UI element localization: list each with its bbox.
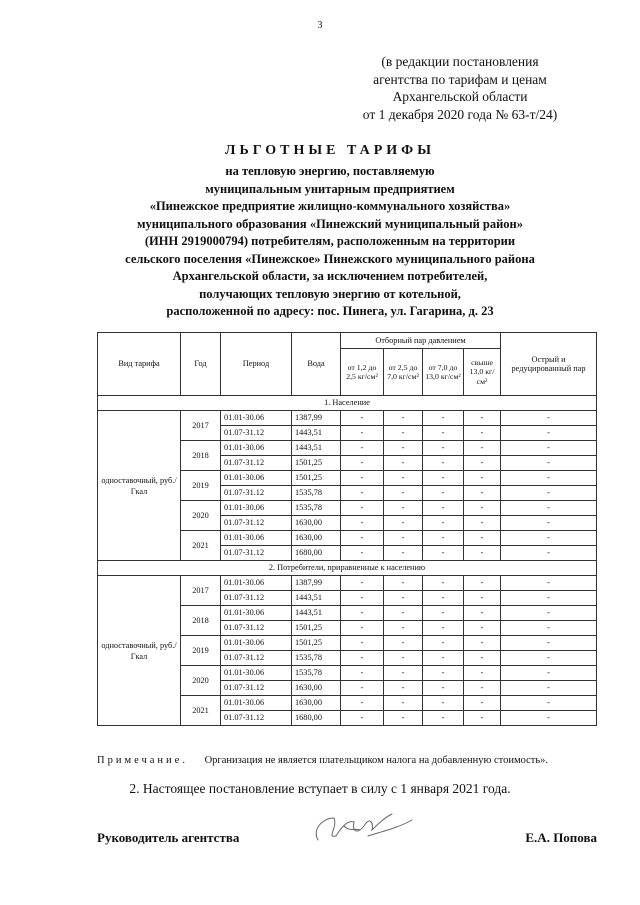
period-cell: 01.01-30.06 bbox=[221, 411, 292, 426]
empty-tariff-cell: - bbox=[423, 531, 464, 546]
empty-tariff-cell: - bbox=[423, 651, 464, 666]
note bbox=[97, 755, 617, 766]
empty-tariff-cell: - bbox=[341, 636, 384, 651]
empty-tariff-cell: - bbox=[464, 501, 501, 516]
empty-tariff-cell: - bbox=[423, 681, 464, 696]
year-cell: 2021 bbox=[181, 531, 221, 561]
period-cell: 01.01-30.06 bbox=[221, 606, 292, 621]
empty-tariff-cell: - bbox=[501, 636, 597, 651]
empty-tariff-cell: - bbox=[341, 456, 384, 471]
empty-tariff-cell: - bbox=[341, 471, 384, 486]
empty-tariff-cell: - bbox=[384, 696, 423, 711]
header-steam-4: свыше 13,0 кг/см² bbox=[464, 349, 501, 396]
empty-tariff-cell: - bbox=[384, 456, 423, 471]
period-cell: 01.07-31.12 bbox=[221, 546, 292, 561]
empty-tariff-cell: - bbox=[341, 621, 384, 636]
edition-line: (в редакции постановления bbox=[381, 54, 539, 69]
water-tariff-cell: 1387,99 bbox=[292, 576, 341, 591]
empty-tariff-cell: - bbox=[501, 591, 597, 606]
period-cell: 01.01-30.06 bbox=[221, 666, 292, 681]
empty-tariff-cell: - bbox=[384, 426, 423, 441]
empty-tariff-cell: - bbox=[341, 711, 384, 726]
section-title: 2. Потребители, приравненные к населению bbox=[98, 561, 597, 576]
header-sharp-steam: Острый и редуцированный пар bbox=[501, 333, 597, 396]
subtitle-line: муниципальным унитарным предприятием bbox=[205, 181, 455, 196]
empty-tariff-cell: - bbox=[384, 666, 423, 681]
period-cell: 01.01-30.06 bbox=[221, 576, 292, 591]
empty-tariff-cell: - bbox=[501, 501, 597, 516]
empty-tariff-cell: - bbox=[501, 516, 597, 531]
empty-tariff-cell: - bbox=[341, 531, 384, 546]
empty-tariff-cell: - bbox=[341, 441, 384, 456]
document-title: ЛЬГОТНЫЕ ТАРИФЫ bbox=[225, 143, 435, 158]
subtitle-line: муниципального образования «Пинежский муниципальный район» bbox=[136, 216, 524, 231]
empty-tariff-cell: - bbox=[464, 531, 501, 546]
empty-tariff-cell: - bbox=[464, 591, 501, 606]
empty-tariff-cell: - bbox=[341, 426, 384, 441]
water-tariff-cell: 1630,00 bbox=[292, 681, 341, 696]
header-kind: Вид тарифа bbox=[98, 333, 181, 396]
empty-tariff-cell: - bbox=[384, 501, 423, 516]
header-steam-3: от 7,0 до 13,0 кг/см² bbox=[423, 349, 464, 396]
empty-tariff-cell: - bbox=[501, 576, 597, 591]
empty-tariff-cell: - bbox=[423, 666, 464, 681]
water-tariff-cell: 1443,51 bbox=[292, 441, 341, 456]
page-number: 3 bbox=[317, 20, 323, 31]
water-tariff-cell: 1387,99 bbox=[292, 411, 341, 426]
table-row bbox=[98, 411, 597, 426]
table-header-row bbox=[98, 333, 597, 349]
empty-tariff-cell: - bbox=[464, 606, 501, 621]
period-cell: 01.07-31.12 bbox=[221, 456, 292, 471]
empty-tariff-cell: - bbox=[341, 516, 384, 531]
empty-tariff-cell: - bbox=[341, 696, 384, 711]
empty-tariff-cell: - bbox=[501, 486, 597, 501]
water-tariff-cell: 1501,25 bbox=[292, 471, 341, 486]
empty-tariff-cell: - bbox=[464, 651, 501, 666]
period-cell: 01.01-30.06 bbox=[221, 531, 292, 546]
empty-tariff-cell: - bbox=[384, 576, 423, 591]
empty-tariff-cell: - bbox=[464, 486, 501, 501]
period-cell: 01.07-31.12 bbox=[221, 426, 292, 441]
empty-tariff-cell: - bbox=[501, 621, 597, 636]
empty-tariff-cell: - bbox=[423, 486, 464, 501]
empty-tariff-cell: - bbox=[423, 696, 464, 711]
empty-tariff-cell: - bbox=[423, 621, 464, 636]
year-cell: 2017 bbox=[181, 576, 221, 606]
empty-tariff-cell: - bbox=[341, 546, 384, 561]
water-tariff-cell: 1443,51 bbox=[292, 591, 341, 606]
water-tariff-cell: 1443,51 bbox=[292, 606, 341, 621]
empty-tariff-cell: - bbox=[464, 411, 501, 426]
empty-tariff-cell: - bbox=[501, 696, 597, 711]
table-body bbox=[98, 396, 597, 726]
empty-tariff-cell: - bbox=[501, 666, 597, 681]
empty-tariff-cell: - bbox=[341, 591, 384, 606]
water-tariff-cell: 1501,25 bbox=[292, 621, 341, 636]
empty-tariff-cell: - bbox=[501, 606, 597, 621]
water-tariff-cell: 1630,00 bbox=[292, 531, 341, 546]
period-cell: 01.07-31.12 bbox=[221, 651, 292, 666]
header-year: Год bbox=[181, 333, 221, 396]
empty-tariff-cell: - bbox=[464, 666, 501, 681]
header-steam-2: от 2,5 до 7,0 кг/см² bbox=[384, 349, 423, 396]
section-row bbox=[98, 396, 597, 411]
empty-tariff-cell: - bbox=[341, 651, 384, 666]
empty-tariff-cell: - bbox=[501, 651, 597, 666]
empty-tariff-cell: - bbox=[464, 711, 501, 726]
note-label: Примечание. bbox=[97, 755, 188, 766]
period-cell: 01.07-31.12 bbox=[221, 621, 292, 636]
empty-tariff-cell: - bbox=[341, 501, 384, 516]
empty-tariff-cell: - bbox=[501, 531, 597, 546]
empty-tariff-cell: - bbox=[423, 576, 464, 591]
period-cell: 01.07-31.12 bbox=[221, 516, 292, 531]
empty-tariff-cell: - bbox=[384, 591, 423, 606]
empty-tariff-cell: - bbox=[501, 456, 597, 471]
subtitle-line: получающих тепловую энергию от котельной, bbox=[199, 286, 461, 301]
subtitle-line: Архангельской области, за исключением потребителей, bbox=[172, 269, 488, 283]
period-cell: 01.01-30.06 bbox=[221, 441, 292, 456]
empty-tariff-cell: - bbox=[464, 441, 501, 456]
period-cell: 01.01-30.06 bbox=[221, 501, 292, 516]
section-title: 1. Население bbox=[98, 396, 597, 411]
period-cell: 01.07-31.12 bbox=[221, 591, 292, 606]
period-cell: 01.01-30.06 bbox=[221, 696, 292, 711]
edition-line: Архангельской области bbox=[392, 89, 528, 104]
empty-tariff-cell: - bbox=[384, 516, 423, 531]
tariff-kind: одноставочный, руб./Гкал bbox=[98, 411, 181, 561]
header-period: Период bbox=[221, 333, 292, 396]
empty-tariff-cell: - bbox=[384, 681, 423, 696]
empty-tariff-cell: - bbox=[501, 711, 597, 726]
subtitle-line: «Пинежское предприятие жилищно-коммунального хозяйства» bbox=[149, 199, 511, 213]
edition-note bbox=[340, 53, 580, 123]
water-tariff-cell: 1535,78 bbox=[292, 486, 341, 501]
handwritten-signature bbox=[308, 806, 428, 850]
empty-tariff-cell: - bbox=[423, 441, 464, 456]
empty-tariff-cell: - bbox=[464, 681, 501, 696]
empty-tariff-cell: - bbox=[341, 666, 384, 681]
empty-tariff-cell: - bbox=[464, 621, 501, 636]
empty-tariff-cell: - bbox=[341, 606, 384, 621]
empty-tariff-cell: - bbox=[423, 636, 464, 651]
empty-tariff-cell: - bbox=[423, 546, 464, 561]
empty-tariff-cell: - bbox=[423, 426, 464, 441]
period-cell: 01.07-31.12 bbox=[221, 711, 292, 726]
signer-position: Руководитель агентства bbox=[97, 830, 240, 845]
subtitle-line: (ИНН 2919000794) потребителям, расположенным на территории bbox=[144, 234, 516, 248]
note-text: Организация не является плательщиком налога на добавленную стоимость». bbox=[204, 755, 549, 766]
empty-tariff-cell: - bbox=[464, 426, 501, 441]
empty-tariff-cell: - bbox=[384, 546, 423, 561]
empty-tariff-cell: - bbox=[341, 576, 384, 591]
year-cell: 2020 bbox=[181, 501, 221, 531]
section-row bbox=[98, 561, 597, 576]
empty-tariff-cell: - bbox=[384, 621, 423, 636]
empty-tariff-cell: - bbox=[464, 516, 501, 531]
empty-tariff-cell: - bbox=[384, 441, 423, 456]
empty-tariff-cell: - bbox=[384, 486, 423, 501]
water-tariff-cell: 1501,25 bbox=[292, 456, 341, 471]
water-tariff-cell: 1680,00 bbox=[292, 711, 341, 726]
year-cell: 2018 bbox=[181, 441, 221, 471]
empty-tariff-cell: - bbox=[384, 471, 423, 486]
empty-tariff-cell: - bbox=[341, 486, 384, 501]
header-water: Вода bbox=[292, 333, 341, 396]
signer-name: Е.А. Попова bbox=[525, 830, 597, 845]
period-cell: 01.07-31.12 bbox=[221, 681, 292, 696]
empty-tariff-cell: - bbox=[384, 606, 423, 621]
year-cell: 2021 bbox=[181, 696, 221, 726]
empty-tariff-cell: - bbox=[384, 636, 423, 651]
subtitle-line: расположенной по адресу: пос. Пинега, ул. Гагарина, д. 23 bbox=[166, 304, 494, 318]
empty-tariff-cell: - bbox=[384, 531, 423, 546]
edition-line: от 1 декабря 2020 года № 63-т/24) bbox=[362, 106, 558, 122]
empty-tariff-cell: - bbox=[423, 471, 464, 486]
empty-tariff-cell: - bbox=[423, 516, 464, 531]
water-tariff-cell: 1501,25 bbox=[292, 636, 341, 651]
period-cell: 01.01-30.06 bbox=[221, 636, 292, 651]
header-steam-group: Отборный пар давлением bbox=[341, 333, 501, 349]
year-cell: 2017 bbox=[181, 411, 221, 441]
empty-tariff-cell: - bbox=[384, 651, 423, 666]
empty-tariff-cell: - bbox=[501, 546, 597, 561]
header-steam-1: от 1,2 до 2,5 кг/см² bbox=[341, 349, 384, 396]
empty-tariff-cell: - bbox=[423, 591, 464, 606]
year-cell: 2019 bbox=[181, 471, 221, 501]
empty-tariff-cell: - bbox=[501, 411, 597, 426]
empty-tariff-cell: - bbox=[464, 546, 501, 561]
year-cell: 2019 bbox=[181, 636, 221, 666]
edition-line: агентства по тарифам и ценам bbox=[373, 71, 547, 87]
empty-tariff-cell: - bbox=[501, 681, 597, 696]
empty-tariff-cell: - bbox=[501, 441, 597, 456]
period-cell: 01.01-30.06 bbox=[221, 471, 292, 486]
year-cell: 2020 bbox=[181, 666, 221, 696]
water-tariff-cell: 1680,00 bbox=[292, 546, 341, 561]
empty-tariff-cell: - bbox=[464, 471, 501, 486]
tariff-kind: одноставочный, руб./Гкал bbox=[98, 576, 181, 726]
empty-tariff-cell: - bbox=[501, 426, 597, 441]
table-row bbox=[98, 576, 597, 591]
water-tariff-cell: 1535,78 bbox=[292, 501, 341, 516]
title-block bbox=[60, 142, 600, 321]
empty-tariff-cell: - bbox=[341, 411, 384, 426]
year-cell: 2018 bbox=[181, 606, 221, 636]
empty-tariff-cell: - bbox=[384, 711, 423, 726]
empty-tariff-cell: - bbox=[423, 501, 464, 516]
empty-tariff-cell: - bbox=[464, 696, 501, 711]
empty-tariff-cell: - bbox=[464, 456, 501, 471]
empty-tariff-cell: - bbox=[423, 606, 464, 621]
effective-clause: 2. Настоящее постановление вступает в силу с 1 января 2021 года. bbox=[129, 781, 511, 796]
water-tariff-cell: 1630,00 bbox=[292, 696, 341, 711]
empty-tariff-cell: - bbox=[341, 681, 384, 696]
subtitle-line: на тепловую энергию, поставляемую bbox=[225, 164, 435, 178]
empty-tariff-cell: - bbox=[423, 411, 464, 426]
empty-tariff-cell: - bbox=[423, 456, 464, 471]
water-tariff-cell: 1535,78 bbox=[292, 666, 341, 681]
subtitle-line: сельского поселения «Пинежское» Пинежского муниципального района bbox=[125, 251, 535, 266]
water-tariff-cell: 1630,00 bbox=[292, 516, 341, 531]
water-tariff-cell: 1535,78 bbox=[292, 651, 341, 666]
empty-tariff-cell: - bbox=[384, 411, 423, 426]
empty-tariff-cell: - bbox=[501, 471, 597, 486]
water-tariff-cell: 1443,51 bbox=[292, 426, 341, 441]
empty-tariff-cell: - bbox=[464, 576, 501, 591]
tariff-table bbox=[97, 332, 597, 726]
period-cell: 01.07-31.12 bbox=[221, 486, 292, 501]
empty-tariff-cell: - bbox=[464, 636, 501, 651]
empty-tariff-cell: - bbox=[423, 711, 464, 726]
